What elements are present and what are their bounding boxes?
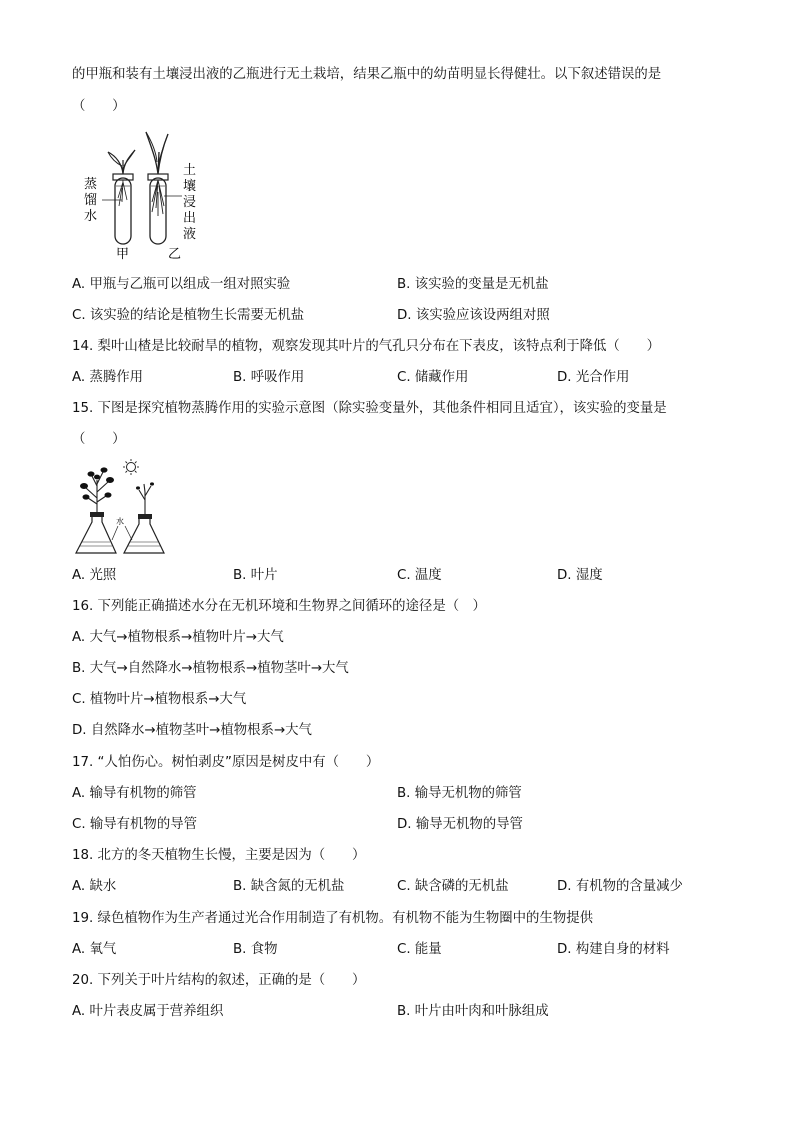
q13-stem-line1: 的甲瓶和装有土壤浸出液的乙瓶进行无土栽培，结果乙瓶中的幼苗明显长得健壮。以下叙述错误的是	[72, 67, 662, 82]
q13-option-d[interactable]: D. 该实验应该设两组对照	[397, 308, 550, 323]
q18-option-b[interactable]: B. 缺含氮的无机盐	[233, 879, 345, 894]
q20-option-a[interactable]: A. 叶片表皮属于营养组织	[72, 1004, 224, 1019]
q17-stem: 17. “人怕伤心。树怕剥皮”原因是树皮中有（ ）	[72, 755, 380, 770]
q18-stem: 18. 北方的冬天植物生长慢，主要是因为（ ）	[72, 848, 366, 863]
q15-water-label: 水	[116, 517, 124, 526]
q13-stem-line2: （ ）	[72, 99, 126, 114]
q15-option-c[interactable]: C. 温度	[397, 568, 442, 583]
q14-option-c[interactable]: C. 储藏作用	[397, 370, 469, 385]
q18-option-d[interactable]: D. 有机物的含量减少	[557, 879, 683, 894]
q20-stem: 20. 下列关于叶片结构的叙述，正确的是（ ）	[72, 973, 366, 988]
q13-label-right-1: 土	[183, 163, 197, 178]
q13-label-right-5: 液	[183, 227, 197, 242]
q13-label-left-2: 馏	[84, 193, 98, 208]
q13-label-right-3: 浸	[183, 195, 197, 210]
q15-flask-figure	[72, 458, 172, 558]
q13-label-b: 乙	[168, 247, 182, 262]
q14-option-b[interactable]: B. 呼吸作用	[233, 370, 305, 385]
q18-option-a[interactable]: A. 缺水	[72, 879, 117, 894]
sun-icon	[127, 463, 136, 472]
q15-option-b[interactable]: B. 叶片	[233, 568, 278, 583]
q13-label-right-4: 出	[183, 211, 197, 226]
q13-label-right-2: 壤	[183, 179, 197, 194]
q19-option-c[interactable]: C. 能量	[397, 942, 442, 957]
q15-stem-line2: （ ）	[72, 432, 126, 447]
q16-option-a[interactable]: A. 大气→植物根系→植物叶片→大气	[72, 630, 284, 645]
q15-stem-line1: 15. 下图是探究植物蒸腾作用的实验示意图（除实验变量外，其他条件相同且适宜），该实验的变量是	[72, 401, 667, 416]
q18-option-c[interactable]: C. 缺含磷的无机盐	[397, 879, 509, 894]
q13-label-left-3: 水	[84, 209, 98, 224]
q20-option-b[interactable]: B. 叶片由叶肉和叶脉组成	[397, 1004, 549, 1019]
q17-option-b[interactable]: B. 输导无机物的筛管	[397, 786, 522, 801]
q19-stem: 19. 绿色植物作为生产者通过光合作用制造了有机物。有机物不能为生物圈中的生物提供	[72, 911, 594, 926]
q13-test-tube-figure	[78, 122, 208, 262]
q13-label-left-1: 蒸	[84, 177, 98, 192]
q14-option-a[interactable]: A. 蒸腾作用	[72, 370, 143, 385]
q13-option-b[interactable]: B. 该实验的变量是无机盐	[397, 277, 549, 292]
q13-option-c[interactable]: C. 该实验的结论是植物生长需要无机盐	[72, 308, 305, 323]
q14-option-d[interactable]: D. 光合作用	[557, 370, 630, 385]
q16-option-d[interactable]: D. 自然降水→植物茎叶→植物根系→大气	[72, 723, 312, 738]
q19-option-d[interactable]: D. 构建自身的材料	[557, 942, 670, 957]
q19-option-a[interactable]: A. 氧气	[72, 942, 117, 957]
q16-stem: 16. 下列能正确描述水分在无机环境和生物界之间循环的途径是（ ）	[72, 599, 486, 614]
q16-option-c[interactable]: C. 植物叶片→植物根系→大气	[72, 692, 247, 707]
q17-option-c[interactable]: C. 输导有机物的导管	[72, 817, 197, 832]
q15-option-d[interactable]: D. 湿度	[557, 568, 603, 583]
q15-option-a[interactable]: A. 光照	[72, 568, 117, 583]
q17-option-a[interactable]: A. 输导有机物的筛管	[72, 786, 197, 801]
q13-label-a: 甲	[116, 247, 130, 262]
q17-option-d[interactable]: D. 输导无机物的导管	[397, 817, 523, 832]
q19-option-b[interactable]: B. 食物	[233, 942, 278, 957]
q16-option-b[interactable]: B. 大气→自然降水→植物根系→植物茎叶→大气	[72, 661, 349, 676]
q14-stem: 14. 梨叶山楂是比较耐旱的植物，观察发现其叶片的气孔只分布在下表皮，该特点利于降低（ ）	[72, 339, 660, 354]
q13-option-a[interactable]: A. 甲瓶与乙瓶可以组成一组对照实验	[72, 277, 291, 292]
